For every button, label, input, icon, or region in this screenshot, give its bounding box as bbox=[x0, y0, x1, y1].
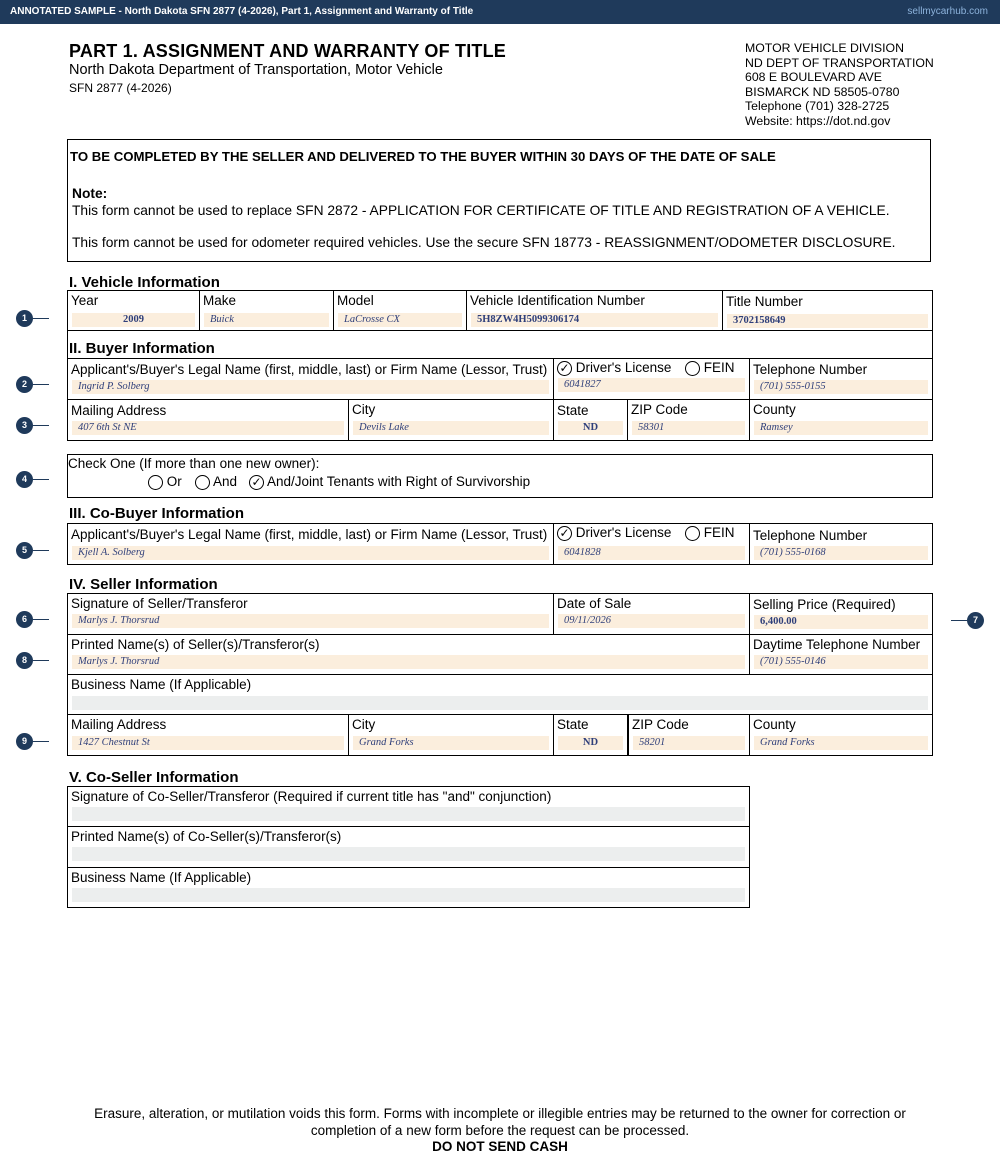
form-subtitle: North Dakota Department of Transportation, Motor Vehicle bbox=[69, 62, 443, 78]
make-label: Make bbox=[203, 293, 237, 308]
marker-leader-line bbox=[33, 660, 49, 661]
seller-business-field[interactable] bbox=[72, 696, 928, 710]
make-field[interactable]: Buick bbox=[204, 313, 329, 327]
seller-county-label: County bbox=[753, 717, 796, 732]
model-field[interactable]: LaCrosse CX bbox=[338, 313, 462, 327]
note-line-1: This form cannot be used to replace SFN 2872 - APPLICATION FOR CERTIFICATE OF TITLE AND REGISTRATION OF A VEHICLE. bbox=[72, 203, 890, 218]
annotation-marker: 6 bbox=[16, 611, 33, 628]
coseller-printed-field[interactable] bbox=[72, 847, 745, 861]
address-line: Telephone (701) 328-2725 bbox=[745, 99, 890, 113]
seller-city-cell bbox=[349, 715, 554, 756]
cobuyer-fein-option[interactable]: FEIN bbox=[685, 525, 735, 541]
buyer-city-label: City bbox=[352, 402, 376, 417]
buyer-id-cell bbox=[554, 359, 750, 400]
annotation-marker: 3 bbox=[16, 417, 33, 434]
buyer-dl-option[interactable]: ✓ Driver's License bbox=[557, 360, 671, 376]
notice-heading: TO BE COMPLETED BY THE SELLER AND DELIVERED TO THE BUYER WITHIN 30 DAYS OF THE DATE OF SALE bbox=[70, 149, 776, 164]
radio-icon[interactable] bbox=[685, 361, 700, 376]
address-line: MOTOR VEHICLE DIVISION bbox=[745, 41, 904, 55]
buyer-id-field[interactable]: 6041827 bbox=[558, 378, 745, 392]
section-seller-heading: IV. Seller Information bbox=[69, 576, 218, 593]
vin-field[interactable]: 5H8ZW4H5099306174 bbox=[471, 313, 718, 327]
sale-date-label: Date of Sale bbox=[557, 596, 632, 611]
buyer-fein-option[interactable]: FEIN bbox=[685, 360, 735, 376]
footer-line-1: Erasure, alteration, or mutilation voids this form. Forms with incomplete or illegible entries may be returned to the owner for correction or bbox=[94, 1106, 906, 1121]
option-joint-tenants[interactable]: ✓ And/Joint Tenants with Right of Survivorship bbox=[249, 474, 530, 490]
cobuyer-phone-cell bbox=[750, 524, 933, 565]
section-coseller-heading: V. Co-Seller Information bbox=[69, 769, 239, 786]
sale-date-field[interactable]: 09/11/2026 bbox=[558, 614, 745, 628]
address-line: BISMARCK ND 58505-0780 bbox=[745, 84, 900, 99]
buyer-county-field[interactable]: Ramsey bbox=[754, 421, 928, 435]
annotation-banner bbox=[0, 0, 1000, 24]
buyer-phone-label: Telephone Number bbox=[753, 362, 868, 377]
marker-leader-line bbox=[33, 425, 49, 426]
agency-address bbox=[745, 41, 934, 128]
cobuyer-dl-option[interactable]: ✓ Driver's License bbox=[557, 525, 671, 541]
annotation-marker: 9 bbox=[16, 733, 33, 750]
annotation-marker: 8 bbox=[16, 652, 33, 669]
selling-price-field[interactable]: 6,400.00 bbox=[754, 615, 928, 629]
footer-warning: DO NOT SEND CASH bbox=[432, 1139, 568, 1154]
cobuyer-phone-field[interactable]: (701) 555-0168 bbox=[754, 546, 928, 560]
coseller-table bbox=[67, 786, 750, 908]
seller-state-label: State bbox=[557, 717, 589, 732]
buyer-address-label: Mailing Address bbox=[71, 403, 167, 418]
buyer-name-field[interactable]: Ingrid P. Solberg bbox=[72, 380, 549, 394]
seller-city-field[interactable]: Grand Forks bbox=[353, 736, 549, 750]
seller-zip-cell bbox=[628, 715, 750, 756]
checked-radio-icon[interactable]: ✓ bbox=[249, 475, 264, 490]
option-or[interactable]: Or bbox=[148, 474, 182, 490]
title-number-cell bbox=[723, 291, 933, 331]
address-line: ND DEPT OF TRANSPORTATION bbox=[745, 55, 934, 70]
buyer-phone-field[interactable]: (701) 555-0155 bbox=[754, 380, 928, 394]
form-title: PART 1. ASSIGNMENT AND WARRANTY OF TITLE bbox=[69, 41, 507, 61]
marker-leader-line bbox=[33, 318, 49, 319]
buyer-name-cell bbox=[68, 359, 554, 400]
day-phone-label: Daytime Telephone Number bbox=[753, 637, 921, 652]
vin-cell bbox=[467, 291, 723, 331]
buyer-address-field[interactable]: 407 6th St NE bbox=[72, 421, 344, 435]
option-and[interactable]: And bbox=[195, 474, 237, 490]
make-cell bbox=[200, 291, 334, 331]
ownership-prompt: Check One (If more than one new owner): bbox=[68, 456, 320, 471]
marker-leader-line bbox=[33, 619, 49, 620]
sale-date-cell bbox=[554, 594, 750, 635]
selling-price-cell bbox=[750, 594, 933, 635]
seller-business-cell bbox=[68, 675, 933, 715]
radio-icon[interactable] bbox=[148, 475, 163, 490]
year-label: Year bbox=[71, 293, 99, 308]
year-cell bbox=[68, 291, 200, 331]
coseller-signature-cell bbox=[68, 787, 750, 827]
seller-signature-field[interactable]: Marlys J. Thorsrud bbox=[72, 614, 549, 628]
coseller-business-field[interactable] bbox=[72, 888, 745, 902]
buyer-county-label: County bbox=[753, 402, 796, 417]
cobuyer-name-cell bbox=[68, 524, 554, 565]
cobuyer-phone-label: Telephone Number bbox=[753, 528, 868, 543]
buyer-zip-field[interactable]: 58301 bbox=[632, 421, 745, 435]
buyer-zip-cell bbox=[628, 400, 750, 441]
radio-icon[interactable] bbox=[685, 526, 700, 541]
seller-printed-field[interactable]: Marlys J. Thorsrud bbox=[72, 655, 745, 669]
section-vehicle-heading: I. Vehicle Information bbox=[69, 274, 220, 291]
buyer-county-cell bbox=[750, 400, 933, 441]
marker-leader-line bbox=[33, 741, 49, 742]
radio-icon[interactable] bbox=[195, 475, 210, 490]
model-cell bbox=[334, 291, 467, 331]
buyer-city-cell bbox=[349, 400, 554, 441]
annotation-marker: 2 bbox=[16, 376, 33, 393]
seller-county-cell bbox=[750, 715, 933, 756]
title-number-field[interactable]: 3702158649 bbox=[727, 314, 928, 328]
seller-address-field[interactable]: 1427 Chestnut St bbox=[72, 736, 344, 750]
buyer-phone-cell bbox=[750, 359, 933, 400]
form-number: SFN 2877 (4-2026) bbox=[69, 81, 172, 95]
marker-leader-line bbox=[33, 479, 49, 480]
annotation-marker: 5 bbox=[16, 542, 33, 559]
buyer-zip-label: ZIP Code bbox=[631, 402, 688, 417]
day-phone-field[interactable]: (701) 555-0146 bbox=[754, 655, 928, 669]
buyer-city-field[interactable]: Devils Lake bbox=[353, 421, 549, 435]
checked-radio-icon[interactable]: ✓ bbox=[557, 361, 572, 376]
marker-leader-line bbox=[951, 620, 967, 621]
buyer-name-label: Applicant's/Buyer's Legal Name (first, middle, last) or Firm Name (Lessor, Trust) bbox=[71, 362, 548, 377]
coseller-printed-cell bbox=[68, 827, 750, 868]
seller-business-label: Business Name (If Applicable) bbox=[71, 677, 252, 692]
section-cobuyer-heading: III. Co-Buyer Information bbox=[69, 505, 245, 522]
marker-leader-line bbox=[33, 550, 49, 551]
model-label: Model bbox=[337, 293, 374, 308]
cobuyer-name-field[interactable]: Kjell A. Solberg bbox=[72, 546, 549, 560]
title-number-label: Title Number bbox=[726, 294, 803, 309]
banner-title: ANNOTATED SAMPLE - North Dakota SFN 2877 (4-2026), Part 1, Assignment and Warranty of Title bbox=[10, 6, 474, 17]
annotation-marker: 7 bbox=[967, 612, 984, 629]
footer-line-2: completion of a new form before the request can be processed. bbox=[310, 1123, 690, 1138]
seller-address-label: Mailing Address bbox=[71, 717, 167, 732]
coseller-signature-label: Signature of Co-Seller/Transferor (Required if current title has "and" conjunction) bbox=[71, 789, 552, 804]
seller-signature-label: Signature of Seller/Transferor bbox=[71, 596, 248, 611]
seller-signature-cell bbox=[68, 594, 554, 635]
coseller-signature-field[interactable] bbox=[72, 807, 745, 821]
coseller-business-cell bbox=[68, 868, 750, 908]
seller-zip-label: ZIP Code bbox=[632, 717, 689, 732]
selling-price-label: Selling Price (Required) bbox=[753, 597, 896, 612]
address-line: Website: https://dot.nd.gov bbox=[745, 113, 891, 128]
cobuyer-id-field[interactable]: 6041828 bbox=[558, 546, 745, 560]
marker-leader-line bbox=[33, 384, 49, 385]
coseller-printed-label: Printed Name(s) of Co-Seller(s)/Transferor(s) bbox=[71, 829, 342, 844]
buyer-state-cell bbox=[554, 400, 628, 441]
section-buyer-heading: II. Buyer Information bbox=[69, 340, 215, 357]
notice-box bbox=[67, 139, 931, 262]
seller-printed-cell bbox=[68, 635, 750, 675]
cobuyer-table bbox=[67, 523, 933, 565]
cobuyer-name-label: Applicant's/Buyer's Legal Name (first, middle, last) or Firm Name (Lessor, Trust) bbox=[71, 527, 548, 542]
buyer-state-field[interactable]: ND bbox=[558, 421, 623, 435]
day-phone-cell bbox=[750, 635, 933, 675]
buyer-state-label: State bbox=[557, 403, 589, 418]
seller-state-field[interactable]: ND bbox=[558, 736, 623, 750]
seller-address-cell bbox=[68, 715, 349, 756]
seller-zip-field[interactable]: 58201 bbox=[633, 736, 745, 750]
address-line: 608 E BOULEVARD AVE bbox=[745, 70, 882, 84]
year-field[interactable]: 2009 bbox=[72, 313, 195, 327]
seller-county-field[interactable]: Grand Forks bbox=[754, 736, 928, 750]
seller-printed-label: Printed Name(s) of Seller(s)/Transferor(s) bbox=[71, 637, 320, 652]
cobuyer-id-cell bbox=[554, 524, 750, 565]
seller-state-cell bbox=[554, 715, 628, 756]
note-line-2: This form cannot be used for odometer required vehicles. Use the secure SFN 18773 - REASSIGNMENT/ODOMETER DISCLOSURE. bbox=[72, 235, 896, 250]
checked-radio-icon[interactable]: ✓ bbox=[557, 526, 572, 541]
vehicle-table bbox=[67, 290, 933, 331]
seller-table bbox=[67, 593, 933, 756]
ownership-box bbox=[67, 454, 933, 498]
note-label: Note: bbox=[72, 186, 108, 201]
banner-site-link[interactable]: sellmycarhub.com bbox=[907, 6, 988, 17]
annotation-marker: 4 bbox=[16, 471, 33, 488]
buyer-address-cell bbox=[68, 400, 349, 441]
seller-city-label: City bbox=[352, 717, 376, 732]
vin-label: Vehicle Identification Number bbox=[470, 293, 645, 308]
annotation-marker: 1 bbox=[16, 310, 33, 327]
coseller-business-label: Business Name (If Applicable) bbox=[71, 870, 252, 885]
buyer-table bbox=[67, 358, 933, 441]
